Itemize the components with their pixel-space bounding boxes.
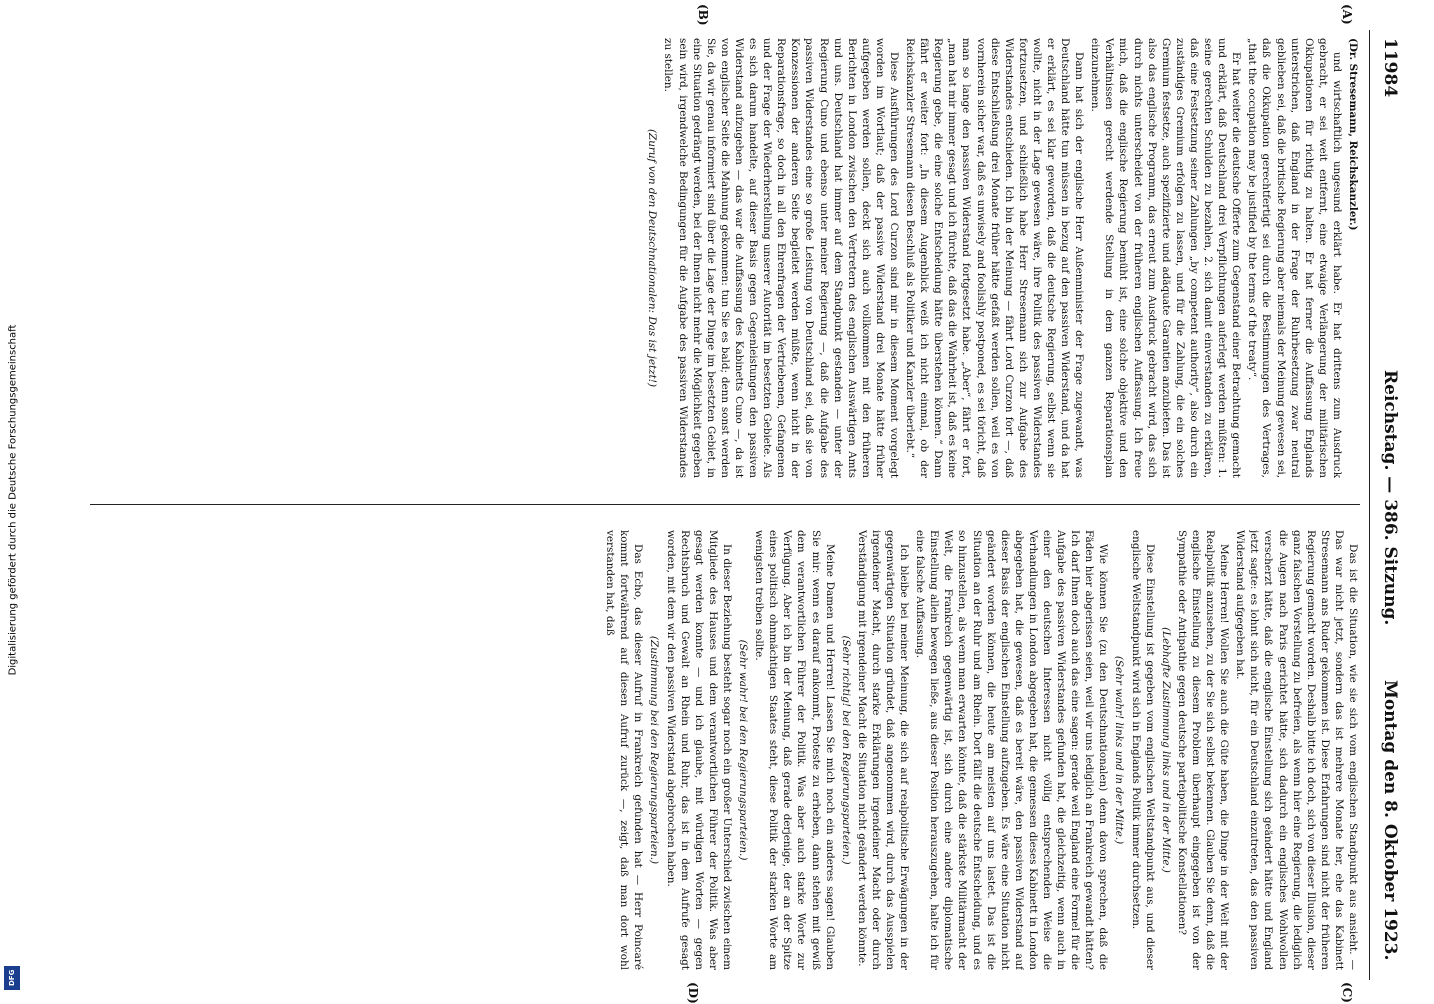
margin-marker-b: (B) — [696, 4, 710, 26]
column-divider — [90, 504, 1360, 505]
paragraph: Er hat weiter die deutsche Offerte zum Gegenstand einer Betrachtung gemacht und erklärt, daß Deutschland drei Verpflichtungen auferlegt werden müßten: 1. seine gerechten Schulden zu bezahlen, 2. sich damit einverstanden zu erklären, daß eine Festsetzung seiner Zahlungen „by competent authority“, also durch ein zuständiges Gremium erfolgen zu lassen, und für die Zahlung, die ein solches Gremium festsetze, auch spezifizierte und adäquate Garantien anzubieten. Das ist also das englische Programm, das erneut zum Ausdruck gebracht wird, das sich durch nichts unterscheidet von der früheren englischen Auffassung. Ich freue mich, daß die englische Regierung bemüht ist, eine solche objektive und den Verhältnissen gerecht werdende Stellung in dem ganzen Reparationsplan einzunehmen. — [1089, 38, 1243, 478]
paragraph: Wie können Sie (zu den Deutschnationalen) denn davon sprechen, daß die Fäden hier abgerissen seien, weil wir uns lediglich an Frankreich gewandt hätten? Ich darf Ihnen doch auch das eine sagen: gerade weil England eine Formel für die Aufgabe des passiven Widerstandes gefunden hat, die gleichzeitig, wenn auch in einer den deutschen Interessen nicht völlig entsprechenden Weise die Verhandlungen in London abgegeben hat, die gemessen dieses Kabinett in London abgegeben hat, die gewesen, daß es bereit wäre, den passiven Widerstand auf dieser Basis der englischen Einstellung aufzugeben. Es wäre eine Situation nicht geändert worden können, die heute am meisten auf uns lastet. Das ist die Situation an der Ruhr und am Rhein. Dort fällt die deutsche Entscheidung, und es so hinzustellen, als wenn man erwarten könnte, daß die stärkste Militärmacht der Welt, die Frankreich gegenwärtig ist, sich durch eine andere diplomatische Einstellung allein bewegen ließe, aus dieser Position herauszugehen, halte ich für eine falsche Auffassung. — [914, 530, 1110, 970]
paragraph: Ich bleibe bei meiner Meinung, die sich auf realpolitische Erwägungen in der gegenwärtigen Situation gründet, daß angenommen wird, durch das Ausspielen irgendeiner Macht, durch starke Erklärungen irgendeiner Macht oder durch Verständigung mit irgendeiner Macht die Situation nicht geändert werden könnte. — [855, 530, 911, 970]
margin-marker-a: (A) — [1340, 4, 1354, 25]
paragraph: Das Echo, das dieser Aufruf in Frankreich gefunden hat — Herr Poincaré kommt fortwährend auf diesen Aufruf zurück —, zeigt, daß man dort wohl verstanden hat, daß — [604, 530, 645, 970]
interjection: (Zuruf von den Deutschnationalen: Das ist jetzt!) — [646, 128, 659, 388]
paragraph: Meine Herren! Wollen Sie auch die Güte haben, die Dinge in der Welt mit der Realpolitik anzusehen, zu der Sie sich selbst bekennen. Glauben Sie denn, daß die englische Einstellung zu diesem Problem überhaupt eingegeben ist von der Sympathie oder Antipathie gegen deutsche parteipolitische Konstellationen? — [1175, 530, 1231, 970]
scanned-page — [80, 4, 1400, 1004]
margin-marker-c: (C) — [1340, 982, 1354, 1003]
paragraph: und wirtschaftlich ungesund erklärt habe. Er hat drittens zum Ausdruck gebracht, er sei weit entfernt, eine etwaige Verlängerung der militärischen Okkupationen für richtig zu halten. Er hat ferner die Auffassung Englands unterstrichen, daß England in der Frage der Ruhrbesetzung zwar neutral geblieben sei, daß die britische Regierung aber niemals der Meinung gewesen sei, daß die Okkupation gerechtfertigt sei durch die Bestimmungen des Vertrages, „that the occupation may be justified by the terms of the treaty“. — [1246, 38, 1343, 478]
page-content — [80, 4, 1400, 1004]
paragraph: Dann hat sich der englische Herr Außenminister der Frage zugewandt, was Deutschland hätte tun müssen in bezug auf den passiven Widerstand, und da hat er erklärt, es sei klar geworden, daß die deutsche Regierung, selbst wenn sie wollte, nicht in der Lage gewesen wäre, ihre Politik des passiven Widerstandes fortzusetzen, und schließlich habe Herr Stresemann sich zur Aufgabe des Widerstandes entschieden. Ich bin der Meinung — fährt Lord Curzon fort —, daß diese Entschließung drei Monate früher hätte gefaßt werden sollen, weil es von vornherein sicher war, daß es unwisely and foolishly postponed, es sei töricht, daß man so lange den passiven Widerstand fortgesetzt habe. „Aber“, fährt er fort, „man hat mir immer gesagt und ich fürchte, daß das die Wahrheit ist, daß es keine Regierung gebe, die eine solche Entscheidung hätte überstehen können.“ Dann fährt er weiter fort: „In diesem Augenblick weiß ich nicht einmal, ob der Reichskanzler Stresemann diesen Beschluß als Politiker und Kanzler überlebt.“ — [904, 38, 1086, 478]
running-title: Reichstag. — 386. Sitzung. — [1380, 370, 1400, 626]
interjection: (Sehr wahr! links und in der Mitte.) — [1113, 655, 1126, 845]
digitization-credit: Digitalisierung gefördert durch die Deutsche Forschungsgemeinschaft — [7, 324, 19, 676]
left-text-column — [90, 38, 1360, 478]
interjection: (Zustimmung bei den Regierungsparteien.) — [648, 635, 661, 865]
interjection: (Sehr wahr! bei den Regierungsparteien.) — [737, 639, 750, 861]
interjection: (Sehr richtig! bei den Regierungsparteien.) — [839, 635, 852, 865]
footer — [0, 0, 26, 1000]
dfg-logo: DFG — [4, 966, 20, 990]
right-text-column — [90, 530, 1360, 970]
paragraph: Meine Damen und Herren! Lassen Sie mich noch ein anderes sagen! Glauben Sie mir: wenn es darauf ankommt, Proteste zu erheben, dann stehen mit gewiß dem verantwortlichen Führer der Politik. Was aber auch starke Worte zur Verfügung. Aber ich bin der Meinung, daß gerade derjenige, der an der Spitze eines politisch ohnmächtigen Staates steht, diese Politik der starken Worte am wenigsten treiben sollte. — [753, 530, 836, 970]
speaker-line — [1346, 38, 1360, 478]
interjection: (Lebhafte Zustimmung links und in der Mitte.) — [1159, 627, 1172, 873]
speaker-name: (Dr. Stresemann, Reichskanzler.) — [1347, 38, 1359, 231]
header-rule — [1369, 30, 1370, 980]
paragraph: In dieser Beziehung besteht sogar noch ein großer Unterschied zwischen einem Mitgliede des Hauses und dem verantwortlichen Führer der Politik. Was aber gesagt werden konnte — und ich glaube, mit würdigen Worten — gegen Rechtsbruch und Gewalt an Rhein und Ruhr, das ist in dem Aufrufe gesagt worden, mit dem wir den passiven Widerstand abgebrochen haben. — [664, 530, 733, 970]
page-number: 11984 — [1380, 38, 1400, 98]
margin-marker-d: (D) — [686, 982, 700, 1004]
paragraph: Diese Einstellung ist gegeben vom englischen Weltstandpunkt aus, und dieser englische Weltstandpunkt wird sich in Englands Politik immer durchsetzen. — [1129, 530, 1156, 970]
paragraph: Das ist die Situation, wie sie sich vom englischen Standpunkt aus ansieht. — Das war nicht jetzt, sondern das ist mehrere Monate her, ehe das Kabinett Stresemann ans Ruder gekommen ist. Diese Erfahrungen sind nicht der früheren Regierung gemacht worden. Deshalb bitte ich doch, sich von dieser Illusion, dieser ganz falschen Vorstellung zu befreien, als wenn hier eine Regierung, die lediglich die Augen nach Paris gerichtet hätte, sich dadurch ein englisches Wohlwollen verscherzt hätte, daß die englische Einstellung sich geändert hätte und England jetzt sagte: es lohnt sich nicht, für ein Deutschland einzutreten, das den passiven Widerstand aufgegeben hat. — [1234, 530, 1359, 970]
paragraph: Diese Ausführungen des Lord Curzon sind mir in diesem Moment vorgelegt worden im Wortlaut; daß der passive Widerstand drei Monate hätte früher aufgegeben werden sollen, deckt sich auch vollkommen mit den früheren Berichten in London zwischen den Vertretern des englischen Auswärtigen Amts und uns. Deutschland hat immer auf dem Standpunkt gestanden — unter der Regierung Cuno und ebenso unter meiner Regierung —, daß die Aufgabe des passiven Widerstandes eine so große Leistung von Deutschland sei, daß sie von Konzessionen der anderen Seite begleitet werden müßte, wenn nicht in der Reparationsfrage, so doch in all den Ehrenfragen der Vertriebenen, Gefangenen und der Frage der Wiederherstellung unserer Autorität im besetzten Gebiete. Als es sich darum handelte, auf dieser Basis gegen Gegenleistungen den passiven Widerstand aufzugeben — das war die Auffassung des Kabinetts Cuno —, da ist von englischer Seite die Mahnung gekommen: tun Sie es bald; denn sonst werden Sie, da wir genau informiert sind über die Lage der Dinge im besetzten Gebiet, in eine Situation gedrängt werden, bei der Ihnen nicht mehr die Möglichkeit gegeben sein wird, irgendwelche Bedingungen für die Aufgabe des passiven Widerstandes zu stellen. — [662, 38, 900, 478]
session-date: Montag den 8. Oktober 1923. — [1380, 680, 1400, 961]
